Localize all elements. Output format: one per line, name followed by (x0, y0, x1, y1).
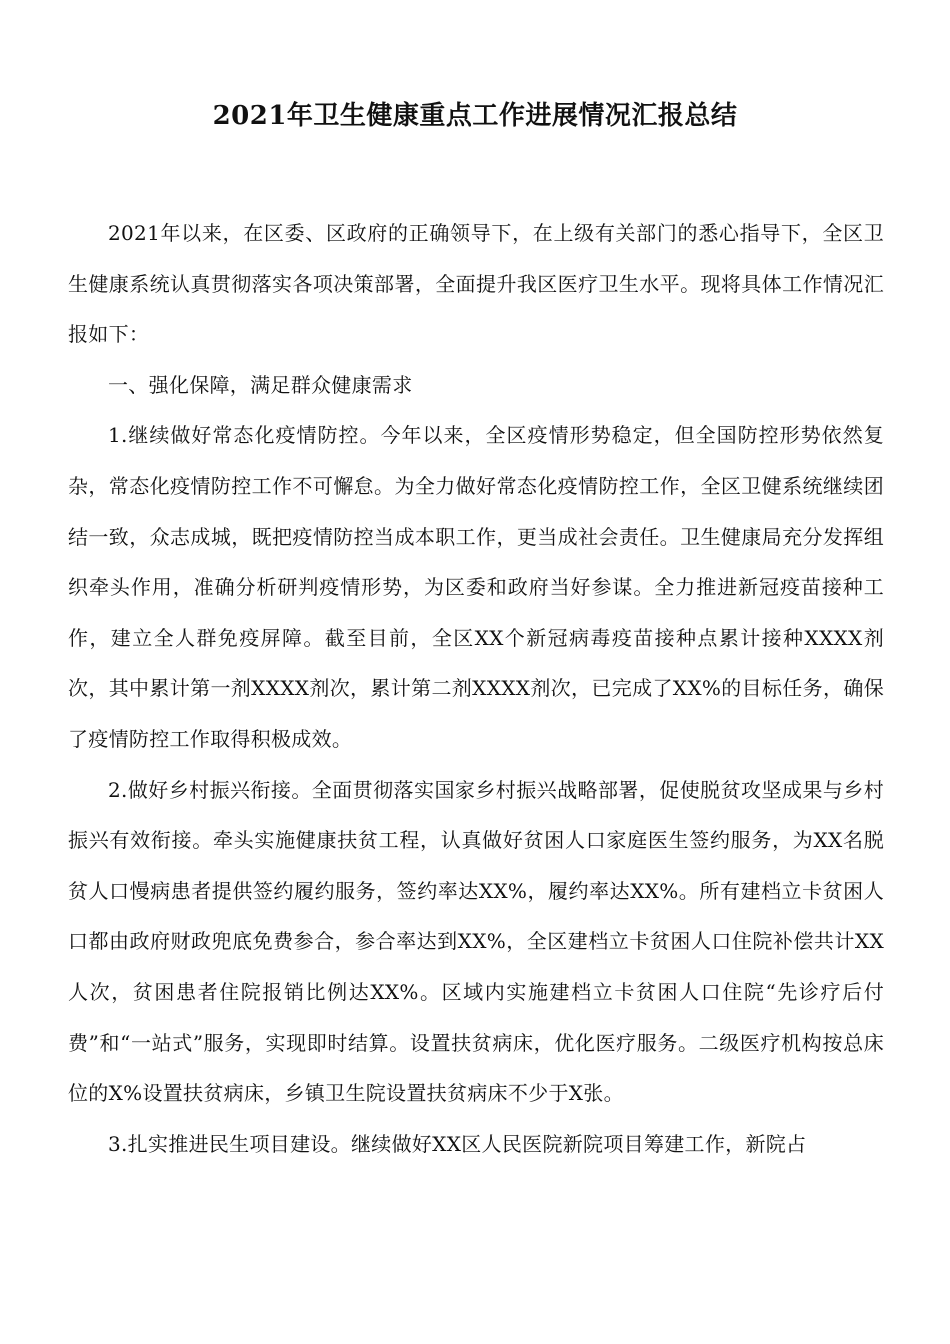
paragraph-livelihood-projects: 3.扎实推进民生项目建设。继续做好XX区人民医院新院项目筹建工作，新院占 (108, 1131, 807, 1156)
section-heading-1: 一、强化保障，满足群众健康需求 (108, 372, 413, 397)
document-body (68, 208, 884, 1169)
intro-paragraph: 2021年以来，在区委、区政府的正确领导下，在上级有关部门的悉心指导下，全区卫生健康系统认真贯彻落实各项决策部署，全面提升我区医疗卫生水平。现将具体工作情况汇报如下： (68, 221, 884, 347)
paragraph-rural-revitalization: 2.做好乡村振兴衔接。全面贯彻落实国家乡村振兴战略部署，促使脱贫攻坚成果与乡村振兴有效衔接。牵头实施健康扶贫工程，认真做好贫困人口家庭医生签约服务，为XX名脱贫人口慢病患者提供签约履约服务，签约率达XX%，履约率达XX%。所有建档立卡贫困人口都由政府财政兜底免费参合，参合率达到XX%，全区建档立卡贫困人口住院补偿共计XX人次，贫困患者住院报销比例达XX%。区域内实施建档立卡贫困人口住院“先诊疗后付费”和“一站式”服务，实现即时结算。设置扶贫病床，优化医疗服务。二级医疗机构按总床位的X%设置扶贫病床，乡镇卫生院设置扶贫病床不少于X张。 (68, 777, 884, 1106)
document-title: 2021年卫生健康重点工作进展情况汇报总结 (212, 101, 738, 131)
paragraph-epidemic-control: 1.继续做好常态化疫情防控。今年以来，全区疫情形势稳定，但全国防控形势依然复杂，常态化疫情防控工作不可懈怠。为全力做好常态化疫情防控工作，全区卫健系统继续团结一致，众志成城，既把疫情防控当成本职工作，更当成社会责任。卫生健康局充分发挥组织牵头作用，准确分析研判疫情形势，为区委和政府当好参谋。全力推进新冠疫苗接种工作，建立全人群免疫屏障。截至目前，全区XX个新冠病毒疫苗接种点累计接种XXXX剂次，其中累计第一剂XXXX剂次，累计第二剂XXXX剂次，已完成了XX%的目标任务，确保了疫情防控工作取得积极成效。 (68, 423, 884, 751)
